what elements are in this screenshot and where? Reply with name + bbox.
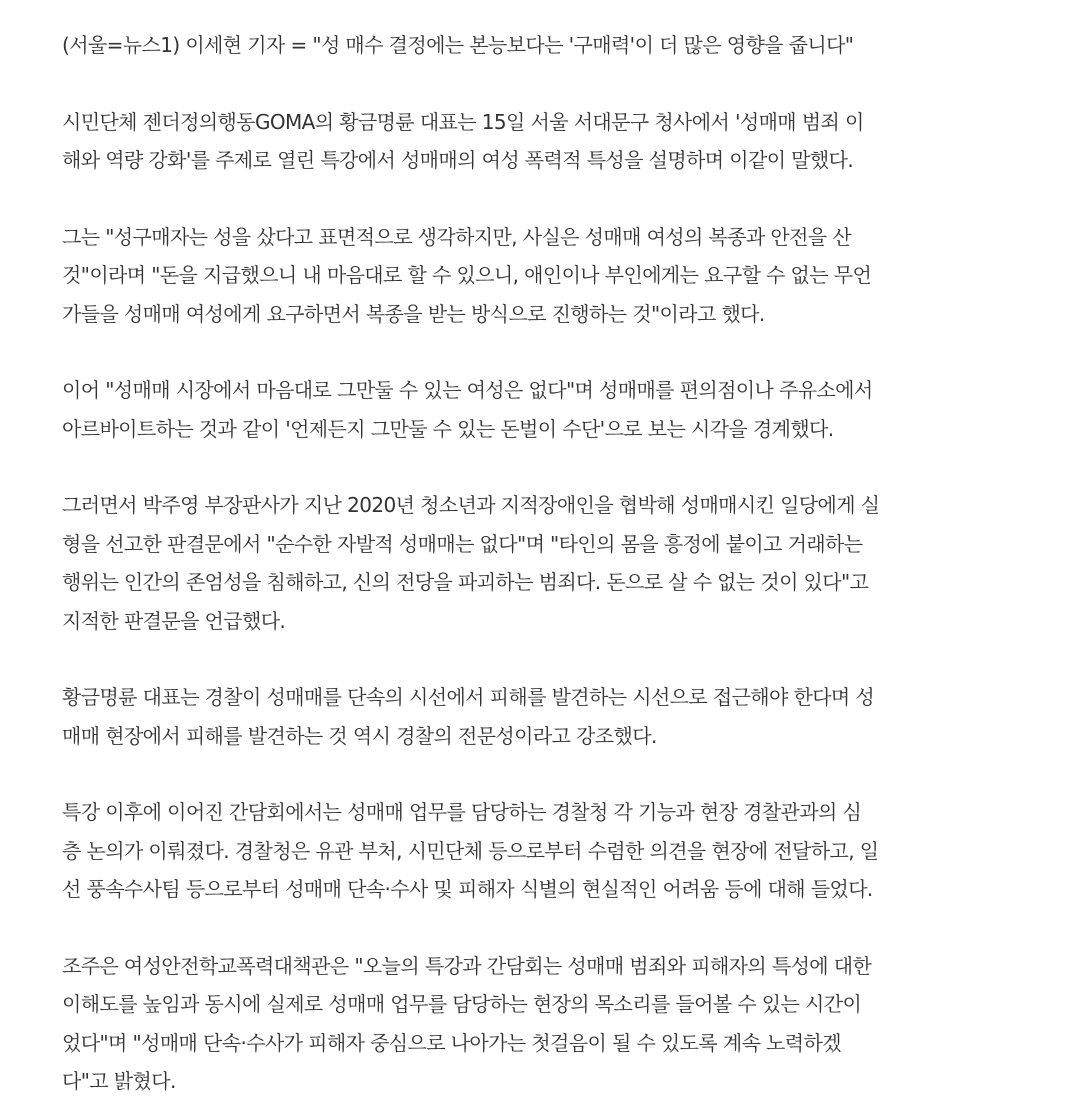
paragraph [62, 793, 1030, 909]
text-line: 조주은 여성안전학교폭력대책관은 "오늘의 특강과 간담회는 성매매 범죄와 피해자의 특성에 대한 [62, 953, 872, 978]
paragraph [62, 371, 1030, 448]
text-line: 행위는 인간의 존엄성을 침해하고, 신의 전당을 파괴하는 범죄다. 돈으로 살 수 없는 것이 있다"고 [62, 570, 869, 594]
paragraph [62, 678, 1030, 755]
paragraph [62, 486, 1030, 640]
paragraph-lede [62, 26, 1030, 65]
paragraph [62, 103, 1030, 180]
text-line: 선 풍속수사팀 등으로부터 성매매 단속·수사 및 피해자 식별의 현실적인 어려움 등에 대해 들었다. [62, 877, 873, 901]
text-line: 것"이라며 "돈을 지급했으니 내 마음대로 할 수 있으니, 애인이나 부인에게는 요구할 수 없는 무언 [62, 263, 872, 287]
text-line: 지적한 판결문을 언급했다. [62, 608, 286, 633]
text-line: 층 논의가 이뤄졌다. 경찰청은 유관 부처, 시민단체 등으로부터 수렴한 의견을 현장에 전달하고, 일 [62, 838, 879, 863]
text-line: 그는 "성구매자는 성을 샀다고 표면적으로 생각하지만, 사실은 성매매 여성의 복종과 안전을 산 [62, 224, 852, 249]
text-line: 었다"며 "성매매 단속·수사가 피해자 중심으로 나아가는 첫걸음이 될 수 있도록 계속 노력하겠 [62, 1030, 841, 1055]
text-line: 해와 역량 강화'를 주제로 열린 특강에서 성매매의 여성 폭력적 특성을 설명하며 이같이 말했다. [62, 148, 854, 172]
text-line: 매매 현장에서 피해를 발견하는 것 역시 경찰의 전문성이라고 강조했다. [62, 723, 657, 748]
text-line: 아르바이트하는 것과 같이 '언제든지 그만둘 수 있는 돈벌이 수단'으로 보는 시각을 경계했다. [62, 416, 834, 441]
text-line: 그러면서 박주영 부장판사가 지난 2020년 청소년과 지적장애인을 협박해 성매매시킨 일당에게 실 [62, 493, 880, 517]
text-line: 황금명륜 대표는 경찰이 성매매를 단속의 시선에서 피해를 발견하는 시선으로 접근해야 한다며 성 [62, 685, 875, 709]
text-line: 이해도를 높임과 동시에 실제로 성매매 업무를 담당하는 현장의 목소리를 들어볼 수 있는 시간이 [62, 992, 862, 1016]
text-line: 가들을 성매매 여성에게 요구하면서 복종을 받는 방식으로 진행하는 것"이라고 했다. [62, 301, 765, 326]
text-line: 시민단체 젠더정의행동GOMA의 황금명륜 대표는 15일 서울 서대문구 청사에서 '성매매 범죄 이 [62, 109, 864, 134]
paragraph [62, 218, 1030, 334]
text-line: 형을 선고한 판결문에서 "순수한 자발적 성매매는 없다"며 "타인의 몸을 흥정에 붙이고 거래하는 [62, 531, 863, 556]
text-line: 특강 이후에 이어진 간담회에서는 성매매 업무를 담당하는 경찰청 각 기능과 현장 경찰관과의 심 [62, 800, 862, 824]
text-line: 다"고 밝혔다. [62, 1069, 176, 1093]
paragraph [62, 947, 1030, 1101]
text-line: (서울=뉴스1) 이세현 기자 = "성 매수 결정에는 본능보다는 '구매력'이 더 많은 영향을 줍니다" [62, 33, 854, 57]
article-body [62, 26, 1030, 1101]
text-line: 이어 "성매매 시장에서 마음대로 그만둘 수 있는 여성은 없다"며 성매매를 편의점이나 주유소에서 [62, 378, 873, 402]
